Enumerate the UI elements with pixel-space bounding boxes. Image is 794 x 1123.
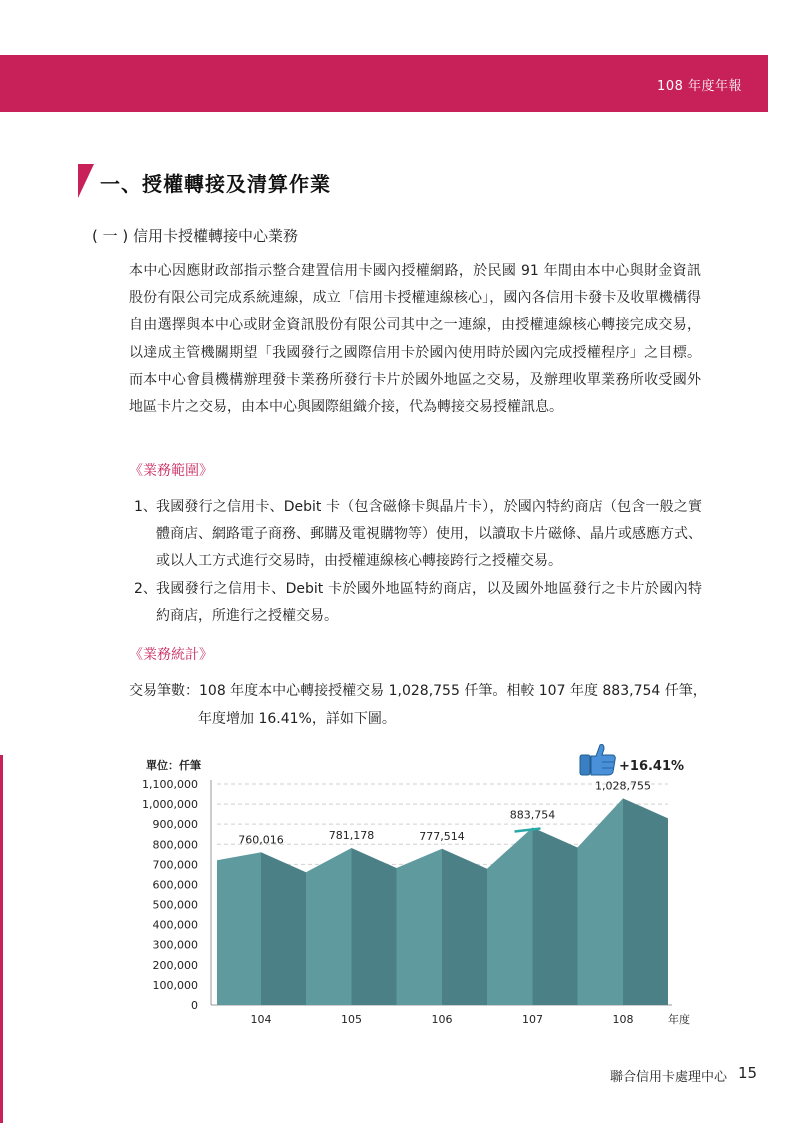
y-tick-label: 800,000 xyxy=(152,838,198,852)
area-face-front xyxy=(397,849,443,1005)
page-number: 15 xyxy=(738,1064,758,1082)
scope-heading: 《業務範圍》 xyxy=(129,463,213,479)
area-face-front xyxy=(217,852,261,1005)
area-face-side xyxy=(533,827,578,1005)
list-item-text: 我國發行之信用卡、Debit 卡於國外地區特約商店，以及國外地區發行之卡片於國內特約商店，所進行之授權交易。 xyxy=(156,580,702,624)
data-label: 1,028,755 xyxy=(595,779,651,793)
x-tick-label: 107 xyxy=(522,1013,543,1026)
data-label: 777,514 xyxy=(419,829,465,843)
y-tick-label: 200,000 xyxy=(152,958,198,972)
subsection-heading: ( 一 ) 信用卡授權轉接中心業務 xyxy=(92,227,299,245)
stats-line-2: 年度增加 16.41%，詳如下圖。 xyxy=(198,711,396,727)
y-tick-label: 300,000 xyxy=(152,938,198,952)
thumbs-up-icon xyxy=(580,745,615,776)
scope-list xyxy=(134,494,702,630)
y-tick-label: 600,000 xyxy=(152,878,198,892)
y-tick-label: 1,100,000 xyxy=(142,778,198,791)
list-item-text: 我國發行之信用卡、Debit 卡（包含磁條卡與晶片卡），於國內特約商店（包含一般之實體商店、網路電子商務、郵購及電視購物等）使用，以讀取卡片磁條、晶片或感應方式、或以人工方式進行交易時，由授權連線核心轉接跨行之授權交易。 xyxy=(156,499,702,570)
y-tick-label: 100,000 xyxy=(152,978,198,992)
area-face-front xyxy=(578,798,624,1005)
left-accent-bar xyxy=(0,755,3,1123)
y-tick-label: 900,000 xyxy=(152,818,198,832)
data-label: 883,754 xyxy=(509,808,556,822)
x-tick-label: 105 xyxy=(341,1013,362,1026)
area-face-side xyxy=(623,798,668,1005)
section-heading: 一、授權轉接及清算作業 xyxy=(100,171,331,196)
stats-line-1: 交易筆數：108 年度本中心轉接授權交易 1,028,755 仟筆。相較 107 年度 883,754 仟筆， xyxy=(129,683,707,699)
area-face-front xyxy=(487,827,533,1005)
data-label: 781,178 xyxy=(328,829,375,843)
area-face-front xyxy=(306,848,352,1005)
y-tick-label: 700,000 xyxy=(152,858,198,872)
list-item xyxy=(134,494,702,576)
transactions-chart xyxy=(140,740,700,1040)
x-tick-label: 108 xyxy=(612,1013,634,1026)
intro-paragraph: 本中心因應財政部指示整合建置信用卡國內授權網路，於民國 91 年間由本中心與財金資訊股份有限公司完成系統連線，成立「信用卡授權連線核心」，國內各信用卡發卡及收單機構得自由選擇與本中心或財金資訊股份有限公司其中之一連線，由授權連線核心轉接完成交易，以達成主管機關期望「我國發行之國際信用卡於國內使用時於國內完成授權程序」之目標。而本中心會員機構辦理發卡業務所發行卡片於國外地區之交易，及辦理收單業務所收受國外地區卡片之交易，由本中心與國際組織介接，代為轉接交易授權訊息。 xyxy=(129,263,701,416)
header-bar xyxy=(0,55,768,112)
data-label: 760,016 xyxy=(238,833,284,847)
report-title: 108 年度年報 xyxy=(657,79,742,94)
chart-unit-label: 單位：仟筆 xyxy=(146,759,201,772)
footer-org-name: 聯合信用卡處理中心 xyxy=(610,1070,728,1085)
list-item xyxy=(134,576,702,630)
title-flag-icon xyxy=(78,164,94,198)
x-tick-label: 104 xyxy=(250,1013,272,1026)
list-item-number: 1、 xyxy=(134,499,157,515)
area-face-side xyxy=(352,848,397,1005)
area-face-side xyxy=(261,852,306,1005)
list-item-number: 2、 xyxy=(134,580,157,597)
y-tick-label: 0 xyxy=(191,999,198,1012)
y-tick-label: 400,000 xyxy=(152,918,198,932)
x-axis-label: 年度 xyxy=(668,1013,690,1026)
section-title xyxy=(78,164,331,200)
y-tick-label: 1,000,000 xyxy=(142,798,198,812)
growth-badge: +16.41% xyxy=(619,759,685,774)
y-tick-label: 500,000 xyxy=(152,898,198,912)
stats-heading: 《業務統計》 xyxy=(129,647,213,663)
area-face-side xyxy=(442,849,487,1005)
x-tick-label: 106 xyxy=(431,1013,453,1026)
